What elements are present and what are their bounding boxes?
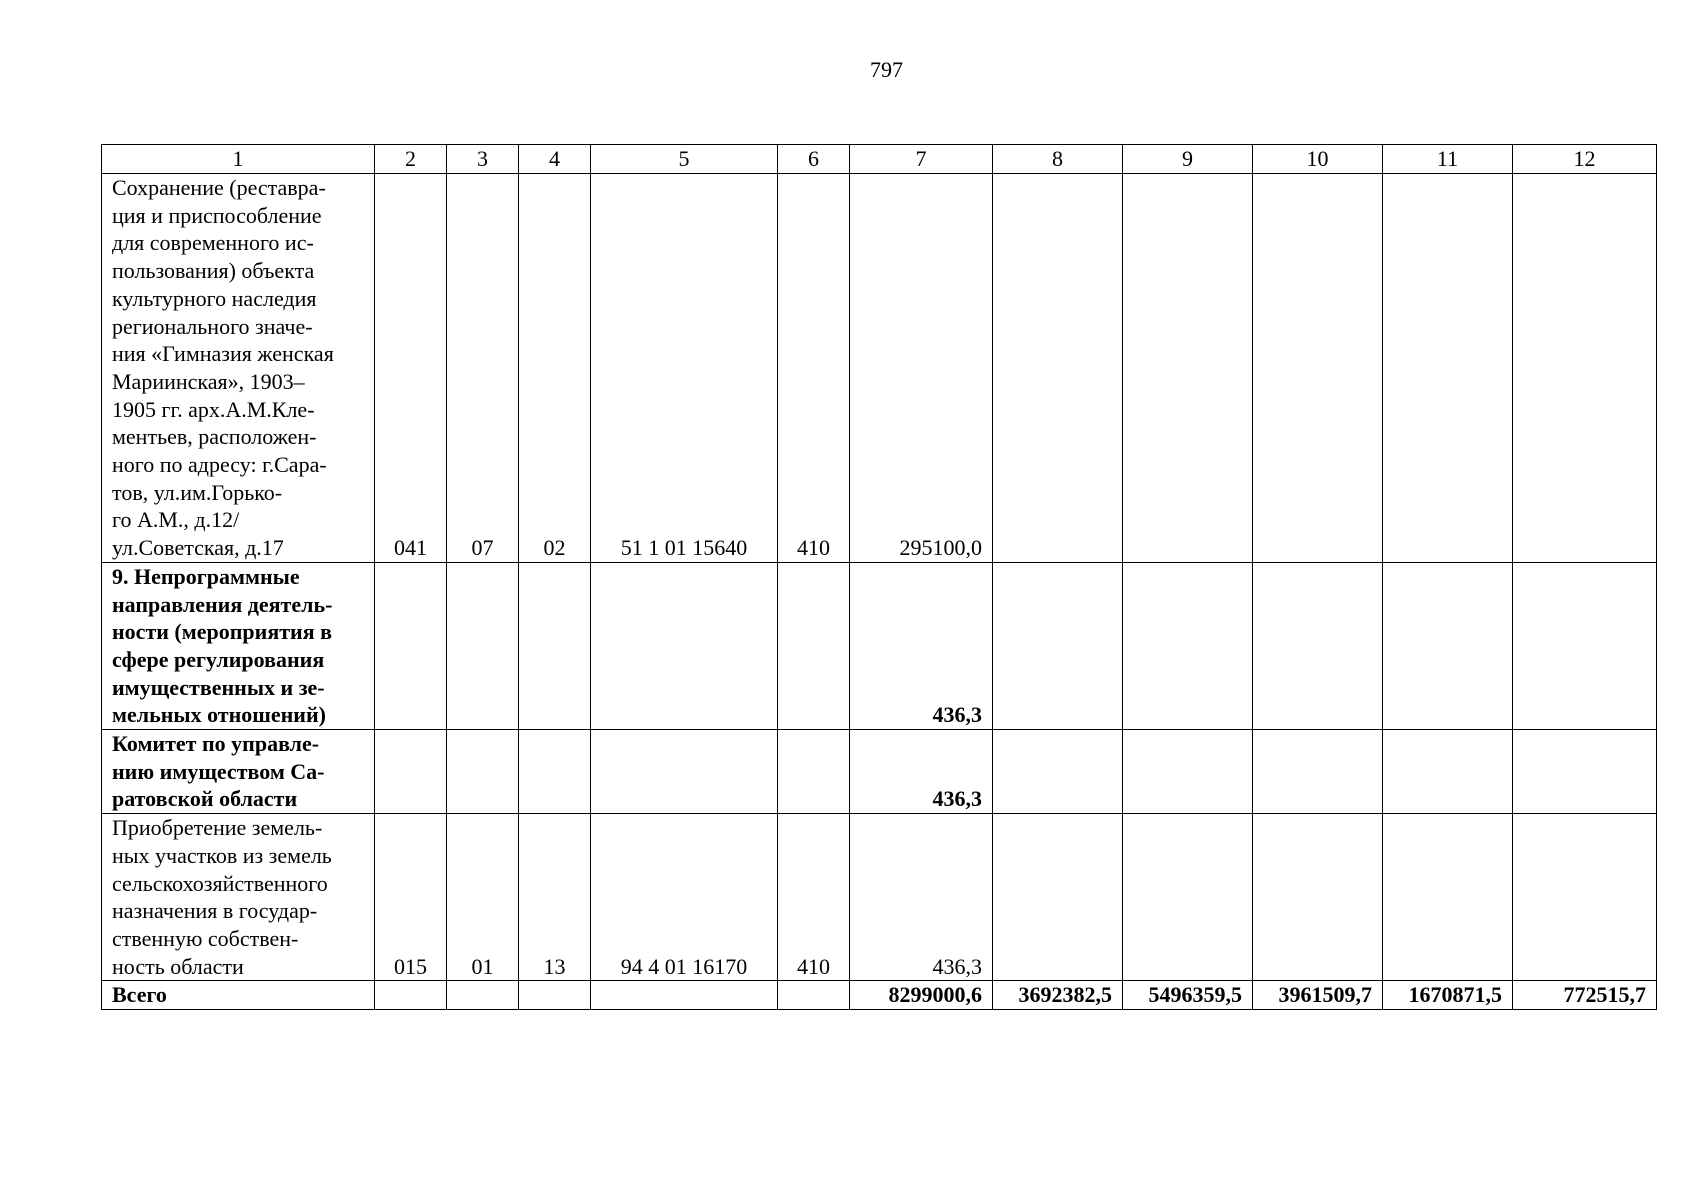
row-name: Комитет по управле- нию имуществом Са- ратовской области	[102, 730, 375, 814]
cell-target-article: 51 1 01 15640	[591, 174, 778, 563]
column-header: 3	[447, 145, 519, 174]
column-header: 4	[519, 145, 591, 174]
row-name: Сохранение (реставра- ция и приспособление для современного ис- пользования) объекта культурного наследия регионального значе- ния «Гимназия женская Мариинская», 1903– 1905 гг. арх.А.М.Кле- ментьев, расположен- ного по адресу: г.Сара- тов, ул.им.Горько- го А.М., д.12/ ул.Советская, д.17	[102, 174, 375, 563]
column-header: 6	[778, 145, 850, 174]
cell-amount	[1123, 814, 1253, 981]
cell-amount	[1383, 814, 1513, 981]
cell-ministry-code: 015	[375, 814, 447, 981]
cell-amount	[1383, 730, 1513, 814]
column-header: 11	[1383, 145, 1513, 174]
cell-expense-type: 410	[778, 174, 850, 563]
table-row	[102, 562, 1657, 729]
total-amount: 8299000,6	[850, 981, 993, 1010]
cell-amount	[1123, 562, 1253, 729]
column-header: 9	[1123, 145, 1253, 174]
cell-amount	[1383, 562, 1513, 729]
total-row	[102, 981, 1657, 1010]
row-name: 9. Непрограммные направления деятель- ности (мероприятия в сфере регулирования имущественных и зе- мельных отношений)	[102, 562, 375, 729]
cell-subsection: 02	[519, 174, 591, 563]
cell-amount	[1253, 562, 1383, 729]
cell-amount: 295100,0	[850, 174, 993, 563]
cell-ministry-code	[375, 730, 447, 814]
cell-empty	[778, 981, 850, 1010]
page-number: 797	[870, 57, 903, 82]
cell-subsection: 13	[519, 814, 591, 981]
cell-amount	[1513, 730, 1657, 814]
cell-amount	[1513, 174, 1657, 563]
cell-empty	[519, 981, 591, 1010]
total-label: Всего	[102, 981, 375, 1010]
cell-subsection	[519, 562, 591, 729]
cell-expense-type	[778, 562, 850, 729]
cell-section	[447, 562, 519, 729]
cell-expense-type: 410	[778, 814, 850, 981]
cell-amount	[1513, 814, 1657, 981]
cell-expense-type	[778, 730, 850, 814]
cell-target-article: 94 4 01 16170	[591, 814, 778, 981]
cell-amount	[1253, 814, 1383, 981]
total-amount: 1670871,5	[1383, 981, 1513, 1010]
cell-amount	[993, 730, 1123, 814]
column-header: 5	[591, 145, 778, 174]
cell-amount	[1253, 174, 1383, 563]
cell-amount	[993, 174, 1123, 563]
cell-target-article	[591, 562, 778, 729]
cell-section	[447, 730, 519, 814]
cell-amount	[1253, 730, 1383, 814]
cell-amount	[993, 814, 1123, 981]
column-header: 2	[375, 145, 447, 174]
column-header: 12	[1513, 145, 1657, 174]
cell-section: 01	[447, 814, 519, 981]
cell-ministry-code: 041	[375, 174, 447, 563]
table-row	[102, 174, 1657, 563]
column-header: 8	[993, 145, 1123, 174]
total-amount: 3961509,7	[1253, 981, 1383, 1010]
cell-amount: 436,3	[850, 730, 993, 814]
budget-table	[101, 144, 1657, 1010]
cell-amount	[1383, 174, 1513, 563]
column-header: 7	[850, 145, 993, 174]
cell-amount: 436,3	[850, 562, 993, 729]
cell-target-article	[591, 730, 778, 814]
table-row	[102, 730, 1657, 814]
total-amount: 772515,7	[1513, 981, 1657, 1010]
cell-amount	[1123, 174, 1253, 563]
header-row	[102, 145, 1657, 174]
column-header: 1	[102, 145, 375, 174]
cell-amount: 436,3	[850, 814, 993, 981]
column-header: 10	[1253, 145, 1383, 174]
cell-subsection	[519, 730, 591, 814]
total-amount: 5496359,5	[1123, 981, 1253, 1010]
cell-empty	[447, 981, 519, 1010]
cell-ministry-code	[375, 562, 447, 729]
row-name: Приобретение земель- ных участков из земель сельскохозяйственного назначения в государ- ственную собствен- ность области	[102, 814, 375, 981]
cell-amount	[1513, 562, 1657, 729]
cell-amount	[993, 562, 1123, 729]
cell-empty	[591, 981, 778, 1010]
cell-amount	[1123, 730, 1253, 814]
total-amount: 3692382,5	[993, 981, 1123, 1010]
cell-section: 07	[447, 174, 519, 563]
table-row	[102, 814, 1657, 981]
cell-empty	[375, 981, 447, 1010]
